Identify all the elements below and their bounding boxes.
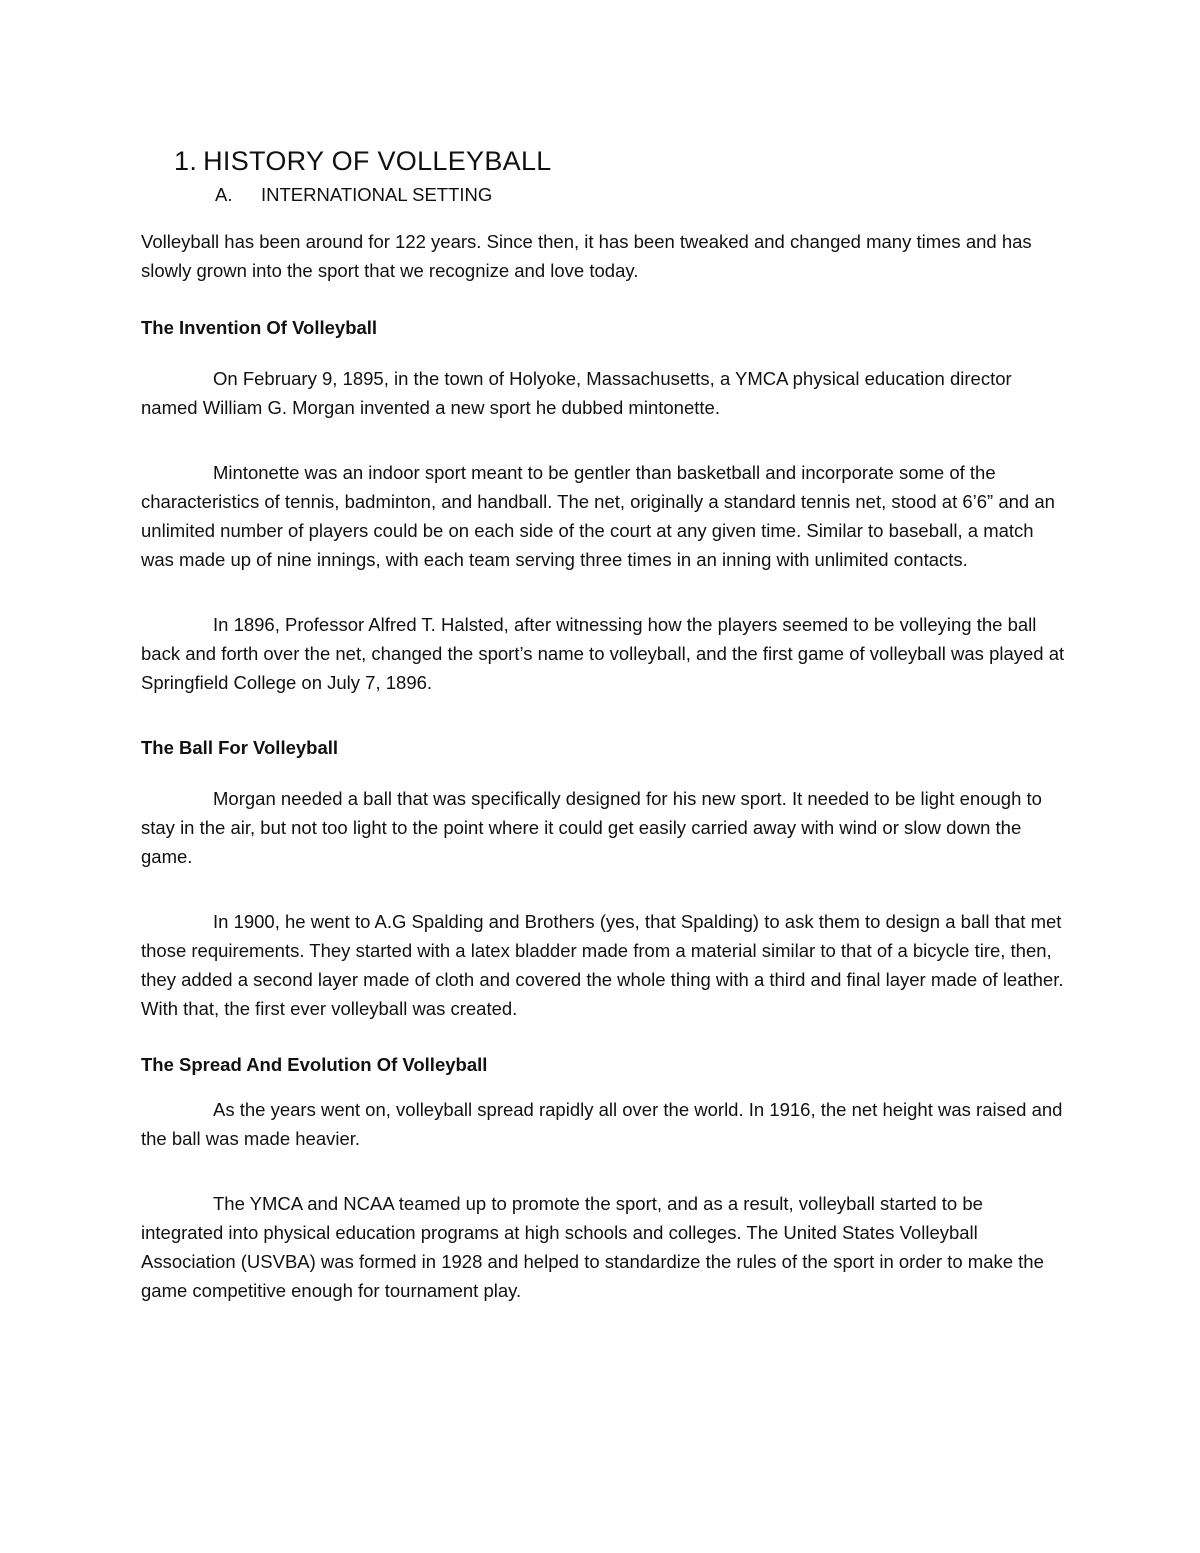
heading-text: HISTORY OF VOLLEYBALL — [203, 146, 552, 176]
section-title-ball: The Ball For Volleyball — [141, 737, 339, 758]
ball-paragraph-1: Morgan needed a ball that was specifically designed for his new sport. It needed to be light enough to stay in the air, but not too light to the point where it could get easily carried away with wind or slow down the game. — [141, 788, 1042, 867]
subheading-text: INTERNATIONAL SETTING — [261, 184, 493, 205]
main-heading — [141, 142, 1066, 180]
spread-paragraph-2: The YMCA and NCAA teamed up to promote the sport, and as a result, volleyball started to be integrated into physical education programs at high schools and colleges. The United States Volleyball Association (USVBA) was formed in 1928 and helped to standardize the rules of the sport in order to make the game competitive enough for tournament play. — [141, 1193, 1044, 1301]
intro-paragraph: Volleyball has been around for 122 years. Since then, it has been tweaked and changed many times and has slowly grown into the sport that we recognize and love today. — [141, 231, 1032, 281]
invention-paragraph-3: In 1896, Professor Alfred T. Halsted, after witnessing how the players seemed to be volleying the ball back and forth over the net, changed the sport’s name to volleyball, and the first game of volleyball was played at Springfield College on July 7, 1896. — [141, 614, 1065, 693]
subheading-letter: A. — [215, 184, 233, 205]
ball-paragraph-2: In 1900, he went to A.G Spalding and Brothers (yes, that Spalding) to ask them to design a ball that met those requirements. They started with a latex bladder made from a material similar to that of a bicycle tire, then, they added a second layer made of cloth and covered the whole thing with a third and final layer made of leather. With that, the first ever volleyball was created. — [141, 911, 1064, 1019]
invention-paragraph-1: On February 9, 1895, in the town of Holyoke, Massachusetts, a YMCA physical education director named William G. Morgan invented a new sport he dubbed mintonette. — [141, 368, 1012, 418]
spread-paragraph-1: As the years went on, volleyball spread rapidly all over the world. In 1916, the net height was raised and the ball was made heavier. — [141, 1099, 1063, 1149]
subheading — [141, 180, 1066, 210]
section-title-invention: The Invention Of Volleyball — [141, 317, 378, 338]
document-body — [141, 138, 1066, 1305]
heading-number: 1. — [174, 146, 198, 176]
invention-paragraph-2: Mintonette was an indoor sport meant to be gentler than basketball and incorporate some of the characteristics of tennis, badminton, and handball. The net, originally a standard tennis net, stood at 6’6” and an unlimited number of players could be on each side of the court at any given time. Similar to baseball, a match was made up of nine innings, with each team serving three times in an inning with unlimited contacts. — [141, 462, 1055, 570]
section-title-spread: The Spread And Evolution Of Volleyball — [141, 1054, 488, 1075]
